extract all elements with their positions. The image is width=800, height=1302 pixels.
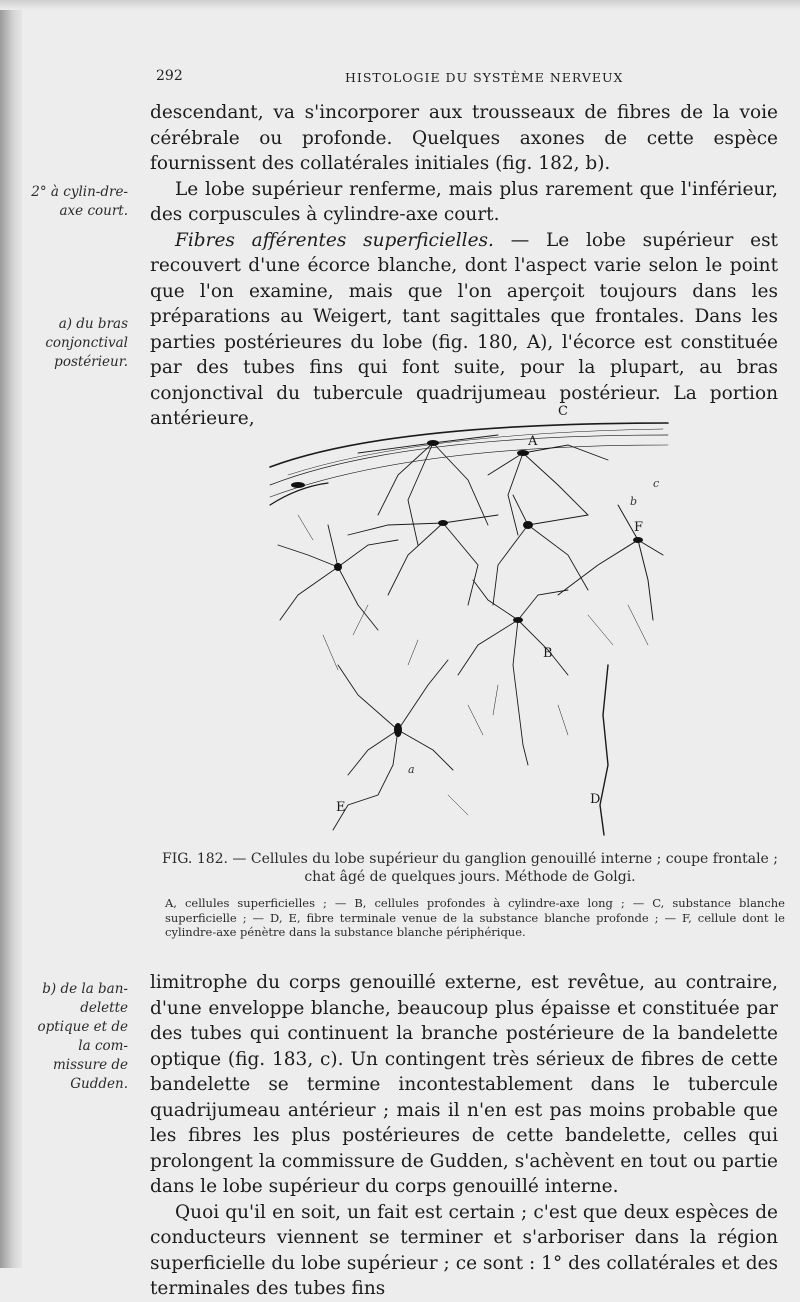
page-number: 292 [156,68,183,84]
figure-caption: FIG. 182. — Cellules du lobe supérieur du ganglion genouillé interne ; coupe frontale ; chat âgé de quelques jours. Méthode de Golgi. [161,851,779,885]
running-title: HISTOLOGIE DU SYSTÈME NERVEUX [345,70,624,85]
figure-label-a: A [528,434,538,449]
paragraph-1: descendant, va s'incorporer aux trousseaux de fibres de la voie cérébrale ou profonde. Quelques axones de cette espèce fournissent des collatérales initiales (fig. 182, b). [150,102,778,174]
figure-label-b-lower: b [630,495,638,508]
paragraph-5: Quoi qu'il en soit, un fait est certain ; c'est que deux espèces de conducteurs viennent se terminer et s'arboriser dans la région superficielle du lobe supérieur ; ce sont : 1° des collatérales et des terminales des tubes fins [150,1201,778,1299]
figure-label-e: E [336,800,346,815]
paragraph-3-heading: Fibres afférentes superficielles. [175,229,494,251]
page-header [150,68,750,88]
paragraph-3-body: — Le lobe supérieur est recouvert d'une écorce blanche, dont l'aspect varie selon le point que l'on examine, mais que l'on aperçoit toujours dans les préparations au Weigert, tant sagittales que frontales. Dans les parties postérieures du lobe (fig. 180, A), l'écorce est constituée par des tubes fins qui font suite, pour la plupart, au bras conjonctival du tubercule quadrijumeau postérieur. La portion antérieure, [150,229,778,429]
figure-label-a-lower: a [408,763,415,776]
figure-label-c-lower: c [653,477,660,490]
page-top-shadow [0,0,800,10]
figure-label-d: D [590,792,601,807]
paragraph-2: Le lobe supérieur renferme, mais plus rarement que l'inférieur, des corpuscules à cylindre-axe court. [150,178,778,225]
figure-label-b: B [543,646,553,661]
figure-label-c-upper: C [558,405,568,419]
figure-legend: A, cellules superficielles ; — B, cellules profondes à cylindre-axe long ; — C, substance blanche superficielle ; — D, E, fibre terminale venue de la substance blanche profonde ; — F, cellule dont le cylindre-axe pénètre dans la substance blanche périphérique. [165,896,785,939]
golgi-neuron-illustration [268,405,673,840]
body-text-bottom [150,970,778,1302]
paragraph-3 [150,228,778,432]
margin-note-optic-tract: b) de la ban-delette optique et de la com-missure de Gudden. [37,981,128,1092]
paragraph-4: limitrophe du corps genouillé externe, est revêtue, au contraire, d'une enveloppe blanche, beaucoup plus épaisse et constituée par des tubes qui continuent la branche postérieure de la bandelette optique (fig. 183, c). Un contingent très sérieux de fibres de cette bandelette se termine incontestablement dans le tubercule quadrijumeau antérieur ; mais il n'en est pas moins probable que les fibres les plus postérieures de cette bandelette, celles qui prolongent la commissure de Gudden, s'achèvent en tout ou partie dans le lobe supérieur du corps genouillé interne. [150,972,778,1197]
body-text-top [150,100,778,432]
page-binding-shadow [0,0,22,1268]
margin-note-short-axon: 2° à cylin-dre-axe court. [31,184,128,219]
figure-label-f: F [634,520,644,535]
margin-note-conjunctival-arm: a) du bras conjonctival postérieur. [45,316,128,370]
